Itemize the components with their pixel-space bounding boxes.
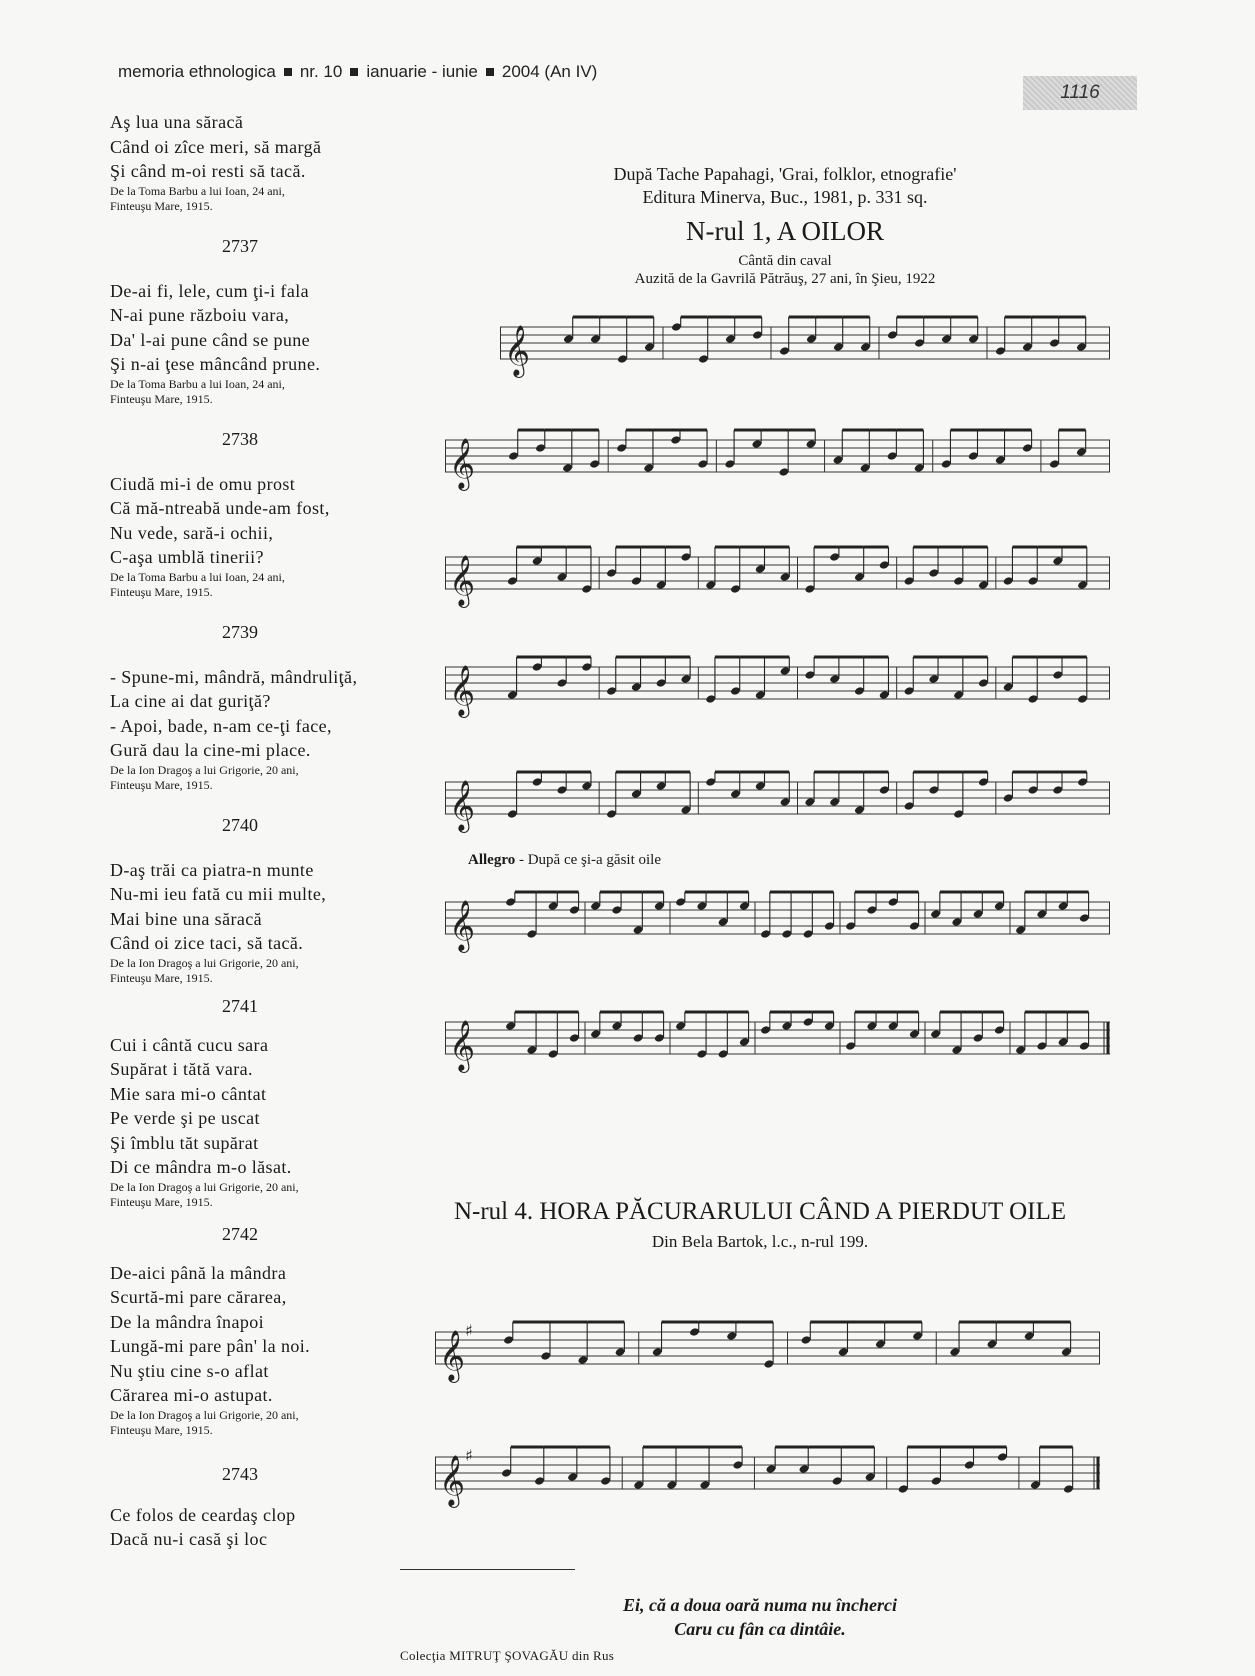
poem-line: C-aşa umblă tinerii?	[110, 547, 264, 567]
poem-line: Gură dau la cine-mi place.	[110, 740, 311, 760]
music-staff	[445, 1000, 1110, 1080]
music-staff	[445, 645, 1110, 725]
poem-line: Şi când m-oi resti să tacă.	[110, 161, 306, 181]
staff-notation	[445, 760, 1110, 840]
journal-name: memoria ethnologica	[118, 62, 276, 81]
issue-period: ianuarie - iunie	[366, 62, 478, 81]
staff-notation	[500, 305, 1110, 385]
poem-line: - Apoi, bade, n-am ce-ţi face,	[110, 715, 332, 736]
poem-number: 2738	[222, 428, 258, 449]
poem-line: Mie sara mi-o cântat	[110, 1083, 267, 1104]
poem-column	[110, 110, 390, 1552]
poem-line: Di ce mândra m-o lăsat.	[110, 1157, 292, 1177]
poem-source: De la Ion Dragoş a lui Grigorie, 20 ani,	[110, 955, 299, 970]
poem-2737	[110, 279, 390, 407]
sharp-icon: ♯	[465, 1321, 473, 1340]
poem-source: Finteuşu Mare, 1915.	[110, 777, 213, 792]
poem-number: 2743	[222, 1463, 258, 1484]
music-staff	[445, 880, 1110, 960]
poem-source: De la Toma Barbu a lui Ioan, 24 ani,	[110, 376, 285, 391]
music-staff	[435, 1310, 1100, 1390]
poem-line: Nu vede, sară-i ochii,	[110, 522, 274, 543]
poem-line: Nu-mi ieu fată cu mii multe,	[110, 884, 327, 904]
piece-title: N-rul 1, A OILOR	[686, 216, 884, 246]
poem-source: Finteuşu Mare, 1915.	[110, 391, 213, 406]
tempo-label: Allegro	[468, 852, 516, 868]
music-staff	[445, 418, 1110, 498]
separator-square-icon	[486, 68, 494, 76]
treble-clef-icon: 𝄞	[449, 665, 476, 716]
poem-line: Că mă-ntreabă unde-am fost,	[110, 498, 330, 518]
poem-2741	[110, 1033, 390, 1210]
poem-line: De la mândra înapoi	[110, 1311, 265, 1332]
poem-number: 2740	[222, 814, 258, 835]
poem-source: De la Ion Dragoş a lui Grigorie, 20 ani,	[110, 1407, 299, 1422]
poem-line: Ce folos de ceardaş clop	[110, 1504, 296, 1525]
sharp-icon: ♯	[465, 1446, 473, 1465]
treble-clef-icon: 𝄞	[449, 555, 476, 606]
footer-verse-line: Caru cu fân ca dintâie.	[674, 1619, 846, 1639]
poem-line: Şi n-ai ţese mâncând prune.	[110, 354, 321, 374]
poem-line: Nu ştiu cine s-o aflat	[110, 1360, 269, 1381]
poem-2742	[110, 1261, 390, 1438]
piece-subtitle-line: Auzită de la Gavrilă Pătrăuş, 27 ani, în Şieu, 1922	[634, 271, 936, 287]
music-staff	[445, 535, 1110, 615]
poem-line: De-ai fi, lele, cum ţi-i fala	[110, 280, 310, 301]
staff-notation	[445, 418, 1110, 498]
music-staff	[435, 1435, 1100, 1515]
footer-verse	[400, 1593, 1120, 1641]
staff-notation	[445, 535, 1110, 615]
issue-number: nr. 10	[299, 62, 343, 81]
poem-line: Cui i cântă cucu sara	[110, 1034, 269, 1055]
piece-subtitle-line: Cântă din caval	[738, 253, 832, 269]
staff-notation	[435, 1310, 1100, 1390]
poem-line: Aş lua una săracă	[110, 112, 244, 132]
poem-line: Mai bine una săracă	[110, 908, 263, 929]
poem-source: De la Ion Dragoş a lui Grigorie, 20 ani,	[110, 762, 299, 777]
music-staff	[500, 305, 1110, 385]
poem-2740	[110, 858, 390, 986]
staff-notation	[445, 880, 1110, 960]
poem-line: Şi îmblu tăt supărat	[110, 1132, 259, 1153]
poem-source: Finteuşu Mare, 1915.	[110, 970, 213, 985]
poem-line: Cărarea mi-o astupat.	[110, 1385, 273, 1405]
poem-line: De-aici până la mândra	[110, 1262, 287, 1283]
issue-year: 2004 (An IV)	[501, 62, 598, 81]
source-heading	[560, 163, 1010, 209]
poem-line: Când oi zice taci, să tacă.	[110, 933, 304, 953]
treble-clef-icon: 𝄞	[449, 900, 476, 951]
opening-poem	[110, 110, 390, 214]
poem-source: Finteuşu Mare, 1915.	[110, 1194, 213, 1209]
poem-line: Pe verde şi pe uscat	[110, 1108, 260, 1128]
poem-line: Când oi zîce meri, să margă	[110, 136, 322, 157]
poem-number: 2739	[222, 621, 258, 642]
poem-2739	[110, 665, 390, 793]
poem-source: Finteuşu Mare, 1915.	[110, 1422, 213, 1437]
treble-clef-icon: 𝄞	[449, 1020, 476, 1071]
poem-line: - Spune-mi, mândră, mândruliţă,	[110, 666, 358, 687]
piece-subtitle: Din Bela Bartok, l.c., n-rul 199.	[651, 1232, 869, 1251]
poem-2738	[110, 472, 390, 600]
staff-notation	[445, 1000, 1110, 1080]
journal-header	[118, 62, 597, 82]
poem-line: Da' l-ai pune când se pune	[110, 329, 311, 350]
poem-line: Ciudă mi-i de omu prost	[110, 473, 296, 494]
music-staff	[445, 760, 1110, 840]
poem-line: N-ai pune războiu vara,	[110, 305, 290, 325]
treble-clef-icon: 𝄞	[504, 325, 531, 376]
poem-line: La cine ai dat guriţă?	[110, 691, 271, 711]
staff-notation	[435, 1435, 1100, 1515]
poem-number: 2742	[222, 1223, 258, 1244]
poem-source: De la Ion Dragoş a lui Grigorie, 20 ani,	[110, 1179, 299, 1194]
treble-clef-icon: 𝄞	[439, 1330, 466, 1381]
poem-source: Finteuşu Mare, 1915.	[110, 198, 213, 213]
separator-square-icon	[284, 68, 292, 76]
poem-line: Supărat i tătă vara.	[110, 1059, 253, 1079]
poem-line: Scurtă-mi pare cărarea,	[110, 1287, 287, 1307]
tempo-marking	[468, 852, 661, 869]
tempo-note: - După ce şi-a găsit oile	[515, 852, 661, 868]
page-number: 1116	[1023, 76, 1137, 110]
poem-number: 2741	[222, 995, 258, 1016]
collection-credit: Colecţia MITRUŢ ŞOVAGĂU din Rus	[400, 1648, 615, 1663]
poem-source: De la Toma Barbu a lui Ioan, 24 ani,	[110, 569, 285, 584]
poem-source: De la Toma Barbu a lui Ioan, 24 ani,	[110, 183, 285, 198]
separator-square-icon	[350, 68, 358, 76]
source-heading-line: Editura Minerva, Buc., 1981, p. 331 sq.	[642, 187, 928, 207]
poem-line: D-aş trăi ca piatra-n munte	[110, 859, 314, 880]
poem-line: Lungă-mi pare pân' la noi.	[110, 1336, 311, 1356]
poem-2743	[110, 1503, 390, 1552]
piece-subtitle	[560, 252, 1010, 288]
poem-source: Finteuşu Mare, 1915.	[110, 584, 213, 599]
treble-clef-icon: 𝄞	[449, 438, 476, 489]
footer-verse-line: Ei, că a doua oară numa nu încherci	[622, 1595, 898, 1615]
footer-rule	[400, 1569, 575, 1570]
staff-notation	[445, 645, 1110, 725]
poem-number: 2737	[222, 235, 258, 256]
poem-line: Dacă nu-i casă şi loc	[110, 1529, 268, 1549]
treble-clef-icon: 𝄞	[449, 780, 476, 831]
piece-title: N-rul 4. HORA PĂCURARULUI CÂND A PIERDUT OILE	[453, 1198, 1067, 1225]
source-heading-line: După Tache Papahagi, 'Grai, folklor, etnografie'	[613, 164, 957, 184]
treble-clef-icon: 𝄞	[439, 1455, 466, 1506]
